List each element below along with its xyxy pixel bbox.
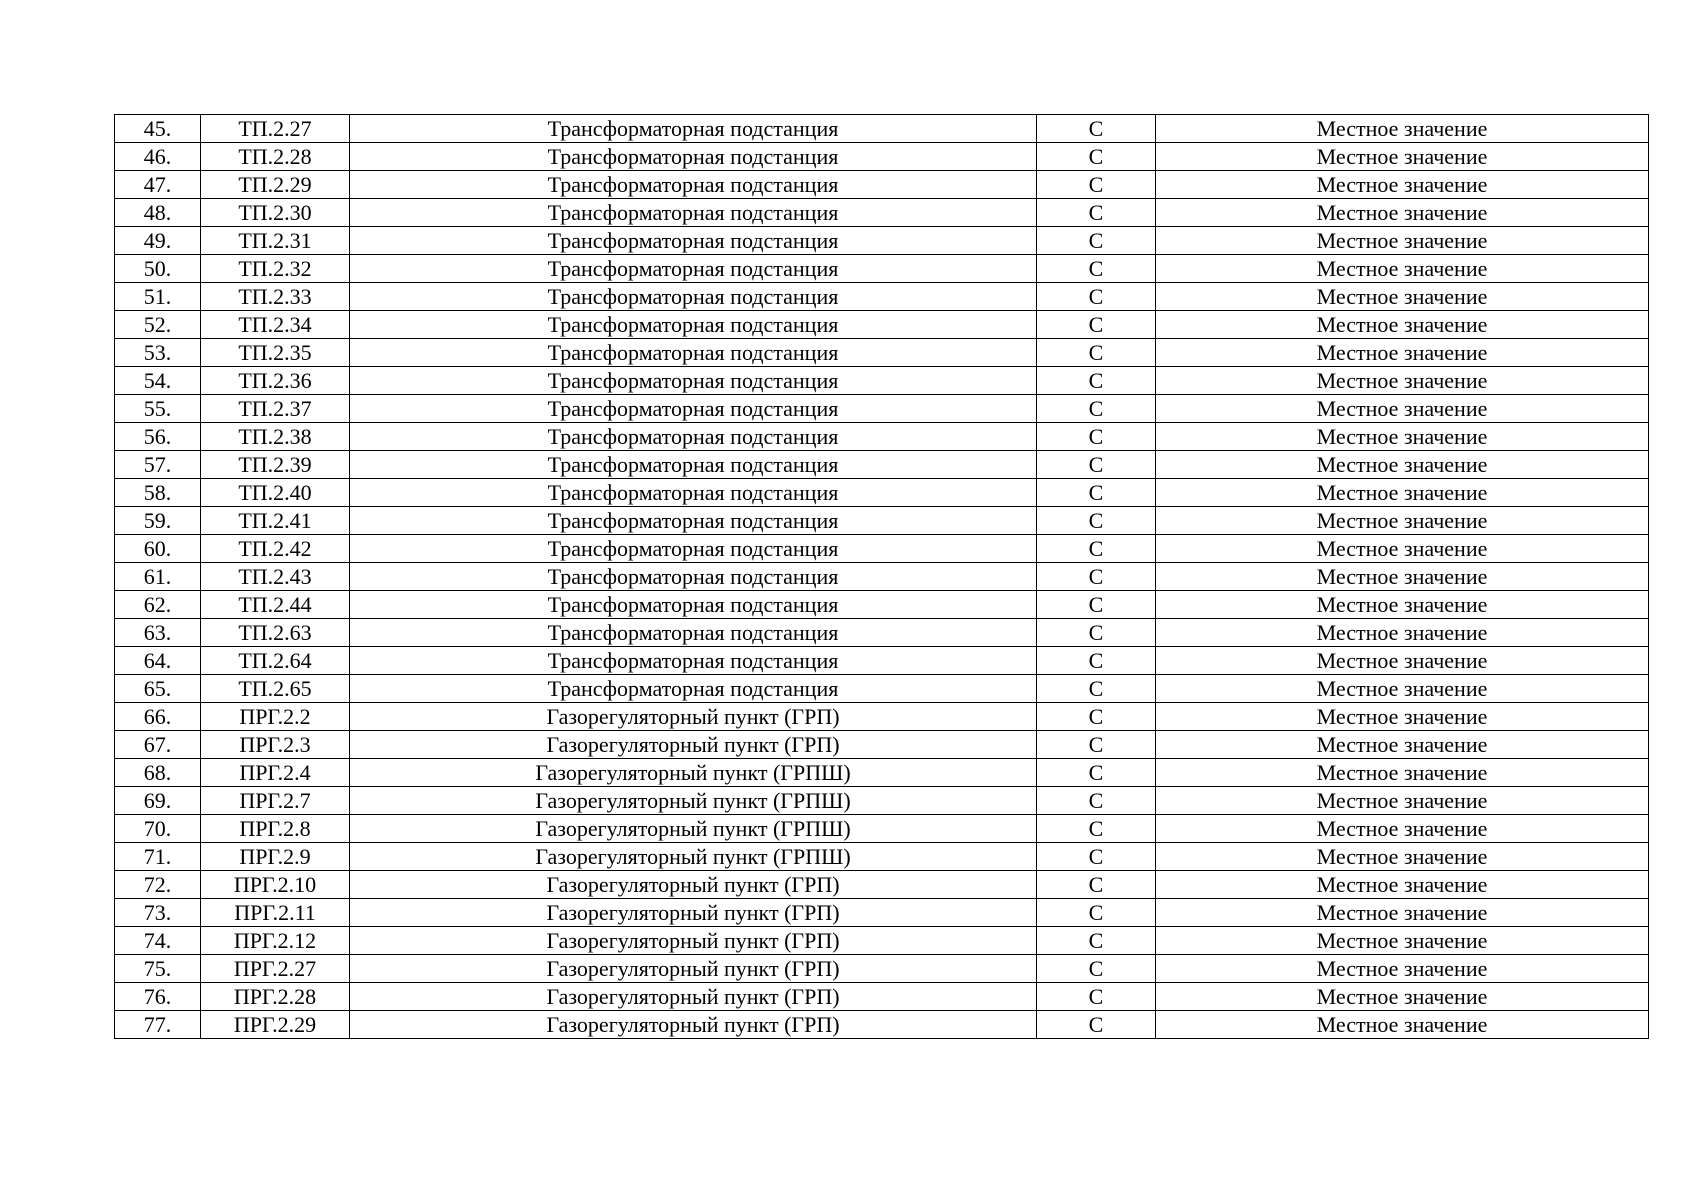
significance-cell: Местное значение [1156, 367, 1649, 395]
table-row [115, 703, 1649, 731]
object-code-cell: ПРГ.2.12 [201, 927, 350, 955]
object-code-cell: ТП.2.34 [201, 311, 350, 339]
row-number-cell: 47. [115, 171, 201, 199]
table-row [115, 255, 1649, 283]
significance-cell: Местное значение [1156, 535, 1649, 563]
category-cell: С [1037, 199, 1156, 227]
row-number-cell: 62. [115, 591, 201, 619]
table-row [115, 451, 1649, 479]
category-cell: С [1037, 619, 1156, 647]
table-row [115, 563, 1649, 591]
significance-cell: Местное значение [1156, 759, 1649, 787]
table-row [115, 227, 1649, 255]
objects-table [114, 114, 1649, 1039]
category-cell: С [1037, 927, 1156, 955]
significance-cell: Местное значение [1156, 647, 1649, 675]
significance-cell: Местное значение [1156, 115, 1649, 143]
row-number-cell: 50. [115, 255, 201, 283]
row-number-cell: 72. [115, 871, 201, 899]
category-cell: С [1037, 563, 1156, 591]
table-row [115, 759, 1649, 787]
table-row [115, 283, 1649, 311]
row-number-cell: 56. [115, 423, 201, 451]
object-code-cell: ТП.2.65 [201, 675, 350, 703]
category-cell: С [1037, 787, 1156, 815]
row-number-cell: 58. [115, 479, 201, 507]
category-cell: С [1037, 675, 1156, 703]
category-cell: С [1037, 115, 1156, 143]
object-name-cell: Трансформаторная подстанция [350, 423, 1037, 451]
object-code-cell: ТП.2.28 [201, 143, 350, 171]
table-row [115, 955, 1649, 983]
object-name-cell: Трансформаторная подстанция [350, 395, 1037, 423]
object-code-cell: ТП.2.39 [201, 451, 350, 479]
object-code-cell: ПРГ.2.10 [201, 871, 350, 899]
row-number-cell: 51. [115, 283, 201, 311]
object-name-cell: Газорегуляторный пункт (ГРП) [350, 871, 1037, 899]
table-row [115, 367, 1649, 395]
table-row [115, 871, 1649, 899]
object-name-cell: Газорегуляторный пункт (ГРП) [350, 1011, 1037, 1039]
object-code-cell: ПРГ.2.9 [201, 843, 350, 871]
object-code-cell: ТП.2.42 [201, 535, 350, 563]
significance-cell: Местное значение [1156, 227, 1649, 255]
category-cell: С [1037, 1011, 1156, 1039]
object-name-cell: Трансформаторная подстанция [350, 227, 1037, 255]
category-cell: С [1037, 871, 1156, 899]
category-cell: С [1037, 647, 1156, 675]
object-name-cell: Трансформаторная подстанция [350, 591, 1037, 619]
object-code-cell: ТП.2.32 [201, 255, 350, 283]
category-cell: С [1037, 731, 1156, 759]
category-cell: С [1037, 955, 1156, 983]
table-row [115, 787, 1649, 815]
table-row [115, 1011, 1649, 1039]
category-cell: С [1037, 899, 1156, 927]
object-name-cell: Газорегуляторный пункт (ГРПШ) [350, 759, 1037, 787]
significance-cell: Местное значение [1156, 171, 1649, 199]
significance-cell: Местное значение [1156, 983, 1649, 1011]
row-number-cell: 64. [115, 647, 201, 675]
object-name-cell: Трансформаторная подстанция [350, 143, 1037, 171]
row-number-cell: 59. [115, 507, 201, 535]
table-row [115, 423, 1649, 451]
category-cell: С [1037, 283, 1156, 311]
category-cell: С [1037, 815, 1156, 843]
row-number-cell: 76. [115, 983, 201, 1011]
row-number-cell: 55. [115, 395, 201, 423]
row-number-cell: 54. [115, 367, 201, 395]
row-number-cell: 67. [115, 731, 201, 759]
category-cell: С [1037, 843, 1156, 871]
object-code-cell: ПРГ.2.3 [201, 731, 350, 759]
object-name-cell: Трансформаторная подстанция [350, 171, 1037, 199]
category-cell: С [1037, 367, 1156, 395]
object-code-cell: ТП.2.63 [201, 619, 350, 647]
object-code-cell: ТП.2.37 [201, 395, 350, 423]
object-name-cell: Газорегуляторный пункт (ГРП) [350, 899, 1037, 927]
object-name-cell: Газорегуляторный пункт (ГРПШ) [350, 815, 1037, 843]
significance-cell: Местное значение [1156, 675, 1649, 703]
object-code-cell: ТП.2.29 [201, 171, 350, 199]
row-number-cell: 70. [115, 815, 201, 843]
object-code-cell: ТП.2.43 [201, 563, 350, 591]
table-row [115, 199, 1649, 227]
row-number-cell: 49. [115, 227, 201, 255]
table-row [115, 171, 1649, 199]
object-code-cell: ПРГ.2.4 [201, 759, 350, 787]
significance-cell: Местное значение [1156, 703, 1649, 731]
object-code-cell: ПРГ.2.7 [201, 787, 350, 815]
significance-cell: Местное значение [1156, 339, 1649, 367]
category-cell: С [1037, 227, 1156, 255]
row-number-cell: 73. [115, 899, 201, 927]
table-row [115, 535, 1649, 563]
table-row [115, 115, 1649, 143]
object-name-cell: Трансформаторная подстанция [350, 451, 1037, 479]
category-cell: С [1037, 507, 1156, 535]
row-number-cell: 46. [115, 143, 201, 171]
object-name-cell: Трансформаторная подстанция [350, 507, 1037, 535]
table-row [115, 815, 1649, 843]
category-cell: С [1037, 983, 1156, 1011]
category-cell: С [1037, 591, 1156, 619]
significance-cell: Местное значение [1156, 395, 1649, 423]
category-cell: С [1037, 171, 1156, 199]
object-code-cell: ТП.2.27 [201, 115, 350, 143]
significance-cell: Местное значение [1156, 311, 1649, 339]
object-name-cell: Газорегуляторный пункт (ГРП) [350, 731, 1037, 759]
object-code-cell: ПРГ.2.28 [201, 983, 350, 1011]
significance-cell: Местное значение [1156, 843, 1649, 871]
significance-cell: Местное значение [1156, 143, 1649, 171]
table-row [115, 311, 1649, 339]
object-code-cell: ПРГ.2.8 [201, 815, 350, 843]
object-code-cell: ТП.2.30 [201, 199, 350, 227]
significance-cell: Местное значение [1156, 871, 1649, 899]
row-number-cell: 53. [115, 339, 201, 367]
table-row [115, 143, 1649, 171]
object-name-cell: Трансформаторная подстанция [350, 479, 1037, 507]
object-name-cell: Трансформаторная подстанция [350, 311, 1037, 339]
object-name-cell: Газорегуляторный пункт (ГРП) [350, 703, 1037, 731]
row-number-cell: 68. [115, 759, 201, 787]
category-cell: С [1037, 703, 1156, 731]
category-cell: С [1037, 143, 1156, 171]
object-code-cell: ТП.2.38 [201, 423, 350, 451]
row-number-cell: 66. [115, 703, 201, 731]
table-row [115, 731, 1649, 759]
category-cell: С [1037, 255, 1156, 283]
significance-cell: Местное значение [1156, 787, 1649, 815]
row-number-cell: 57. [115, 451, 201, 479]
category-cell: С [1037, 311, 1156, 339]
object-code-cell: ПРГ.2.2 [201, 703, 350, 731]
row-number-cell: 74. [115, 927, 201, 955]
category-cell: С [1037, 423, 1156, 451]
significance-cell: Местное значение [1156, 591, 1649, 619]
object-name-cell: Газорегуляторный пункт (ГРПШ) [350, 843, 1037, 871]
table-row [115, 591, 1649, 619]
object-name-cell: Трансформаторная подстанция [350, 675, 1037, 703]
category-cell: С [1037, 339, 1156, 367]
significance-cell: Местное значение [1156, 619, 1649, 647]
category-cell: С [1037, 535, 1156, 563]
row-number-cell: 75. [115, 955, 201, 983]
row-number-cell: 63. [115, 619, 201, 647]
significance-cell: Местное значение [1156, 283, 1649, 311]
row-number-cell: 52. [115, 311, 201, 339]
object-name-cell: Трансформаторная подстанция [350, 255, 1037, 283]
table-row [115, 899, 1649, 927]
table-row [115, 339, 1649, 367]
object-name-cell: Трансформаторная подстанция [350, 339, 1037, 367]
object-code-cell: ТП.2.40 [201, 479, 350, 507]
significance-cell: Местное значение [1156, 563, 1649, 591]
category-cell: С [1037, 479, 1156, 507]
category-cell: С [1037, 759, 1156, 787]
object-code-cell: ТП.2.44 [201, 591, 350, 619]
object-name-cell: Газорегуляторный пункт (ГРП) [350, 955, 1037, 983]
significance-cell: Местное значение [1156, 731, 1649, 759]
object-code-cell: ТП.2.35 [201, 339, 350, 367]
significance-cell: Местное значение [1156, 507, 1649, 535]
object-name-cell: Трансформаторная подстанция [350, 199, 1037, 227]
object-name-cell: Трансформаторная подстанция [350, 283, 1037, 311]
significance-cell: Местное значение [1156, 479, 1649, 507]
table-row [115, 619, 1649, 647]
object-name-cell: Трансформаторная подстанция [350, 367, 1037, 395]
table-row [115, 479, 1649, 507]
object-code-cell: ТП.2.31 [201, 227, 350, 255]
object-name-cell: Трансформаторная подстанция [350, 563, 1037, 591]
object-name-cell: Трансформаторная подстанция [350, 115, 1037, 143]
object-name-cell: Газорегуляторный пункт (ГРП) [350, 983, 1037, 1011]
object-code-cell: ТП.2.36 [201, 367, 350, 395]
table-row [115, 927, 1649, 955]
table-row [115, 507, 1649, 535]
significance-cell: Местное значение [1156, 199, 1649, 227]
table-row [115, 647, 1649, 675]
object-code-cell: ТП.2.64 [201, 647, 350, 675]
row-number-cell: 45. [115, 115, 201, 143]
significance-cell: Местное значение [1156, 927, 1649, 955]
row-number-cell: 77. [115, 1011, 201, 1039]
significance-cell: Местное значение [1156, 899, 1649, 927]
object-name-cell: Трансформаторная подстанция [350, 535, 1037, 563]
category-cell: С [1037, 395, 1156, 423]
object-name-cell: Газорегуляторный пункт (ГРП) [350, 927, 1037, 955]
significance-cell: Местное значение [1156, 815, 1649, 843]
object-code-cell: ТП.2.41 [201, 507, 350, 535]
object-code-cell: ТП.2.33 [201, 283, 350, 311]
table-row [115, 983, 1649, 1011]
row-number-cell: 48. [115, 199, 201, 227]
row-number-cell: 69. [115, 787, 201, 815]
significance-cell: Местное значение [1156, 955, 1649, 983]
object-code-cell: ПРГ.2.11 [201, 899, 350, 927]
table-row [115, 395, 1649, 423]
object-name-cell: Трансформаторная подстанция [350, 647, 1037, 675]
significance-cell: Местное значение [1156, 255, 1649, 283]
significance-cell: Местное значение [1156, 1011, 1649, 1039]
category-cell: С [1037, 451, 1156, 479]
row-number-cell: 61. [115, 563, 201, 591]
table-body [115, 115, 1649, 1039]
row-number-cell: 65. [115, 675, 201, 703]
significance-cell: Местное значение [1156, 451, 1649, 479]
significance-cell: Местное значение [1156, 423, 1649, 451]
object-name-cell: Трансформаторная подстанция [350, 619, 1037, 647]
object-code-cell: ПРГ.2.27 [201, 955, 350, 983]
table-row [115, 843, 1649, 871]
object-code-cell: ПРГ.2.29 [201, 1011, 350, 1039]
row-number-cell: 71. [115, 843, 201, 871]
row-number-cell: 60. [115, 535, 201, 563]
table-row [115, 675, 1649, 703]
object-name-cell: Газорегуляторный пункт (ГРПШ) [350, 787, 1037, 815]
